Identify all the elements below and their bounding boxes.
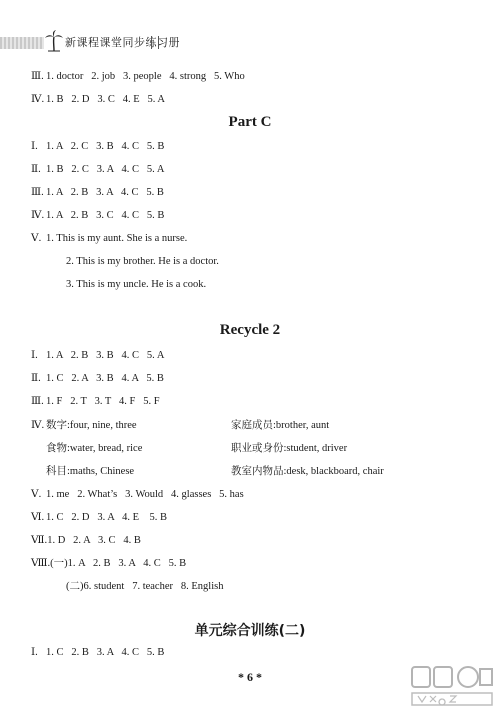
roman-numeral: Ⅴ.: [31, 233, 42, 244]
category-right: 家庭成员:brother, aunt: [231, 420, 330, 431]
answer-line: [31, 372, 164, 385]
section-heading-unit-review: 单元综合训练(二): [194, 623, 306, 639]
answer-text: 1. A 2. B 3. C 4. C 5. B: [46, 210, 165, 221]
answer-line: [31, 93, 165, 106]
header-bar-decoration: [0, 37, 44, 49]
answer-line: [31, 557, 186, 570]
roman-numeral: Ⅱ.: [31, 373, 41, 384]
watermark-logo: [410, 665, 494, 709]
category-left: 数字:four, nine, three: [46, 420, 137, 431]
answer-line: [31, 349, 164, 362]
answer-subline: 3. This is my uncle. He is a cook.: [66, 279, 207, 290]
answer-line: [31, 534, 141, 547]
category-row: [31, 419, 137, 432]
answer-text: 1. doctor 2. job 3. people 4. strong 5. Who: [46, 71, 245, 82]
roman-numeral: Ⅱ.: [31, 164, 41, 175]
answer-text: 1. me 2. What’s 3. Would 4. glasses 5. has: [46, 489, 244, 500]
roman-numeral: Ⅶ.: [31, 535, 48, 546]
answer-text: 1. F 2. T 3. T 4. F 5. F: [46, 396, 160, 407]
answer-text: 1. A 2. B 3. B 4. C 5. A: [46, 350, 165, 361]
section-heading-recycle-2: Recycle 2: [219, 322, 281, 338]
roman-numeral: Ⅴ.: [31, 489, 42, 500]
answer-text: 1. C 2. B 3. A 4. C 5. B: [46, 647, 165, 658]
answer-subline: 2. This is my brother. He is a doctor.: [66, 256, 219, 267]
answer-text: 1. B 2. D 3. C 4. E 5. A: [46, 94, 166, 105]
roman-numeral: Ⅳ.: [31, 210, 45, 221]
answer-text: 1. This is my aunt. She is a nurse.: [46, 233, 188, 244]
section-heading-part-c: Part C: [228, 114, 272, 130]
palm-tree-icon: [44, 30, 64, 52]
roman-numeral: Ⅰ.: [31, 647, 38, 658]
answer-text: 1. A 2. C 3. B 4. C 5. B: [46, 141, 165, 152]
answer-line: [31, 209, 164, 222]
roman-numeral: Ⅵ.: [31, 512, 45, 523]
category-left: 科目:maths, Chinese: [46, 466, 135, 477]
roman-numeral: Ⅰ.: [31, 350, 38, 361]
answer-text: (一)1. A 2. B 3. A 4. C 5. B: [50, 558, 187, 569]
roman-numeral: Ⅳ.: [31, 420, 45, 431]
answer-text: 1. B 2. C 3. A 4. C 5. A: [46, 164, 165, 175]
answer-text: 1. A 2. B 3. A 4. C 5. B: [46, 187, 164, 198]
header-title: 新课程课堂同步练习册: [65, 36, 180, 49]
answer-line: [31, 163, 164, 176]
category-right: 教室内物品:desk, blackboard, chair: [231, 466, 384, 477]
answer-line: [31, 395, 160, 408]
page-header: [0, 30, 500, 54]
answer-subline: (二)6. student 7. teacher 8. English: [66, 581, 224, 592]
answer-line: [31, 186, 164, 199]
category-right: 职业或身份:student, driver: [231, 443, 348, 454]
roman-numeral: Ⅲ.: [31, 396, 44, 407]
roman-numeral: Ⅲ.: [31, 71, 44, 82]
answer-line: [31, 511, 167, 524]
roman-numeral: Ⅳ.: [31, 94, 45, 105]
answer-line: [31, 646, 164, 659]
roman-numeral: Ⅷ.: [31, 558, 51, 569]
answer-line: [31, 488, 244, 501]
answer-line: [31, 70, 245, 83]
page-number: * 6 *: [238, 670, 262, 684]
answer-text: 1. C 2. A 3. B 4. A 5. B: [46, 373, 164, 384]
roman-numeral: Ⅰ.: [31, 141, 38, 152]
roman-numeral: Ⅲ.: [31, 187, 44, 198]
answer-line: [31, 140, 164, 153]
answer-line: [31, 232, 187, 245]
category-left: 食物:water, bread, rice: [46, 443, 143, 454]
header-end-mark: [151, 36, 159, 49]
answer-text: 1. C 2. D 3. A 4. E 5. B: [46, 512, 168, 523]
answer-text: 1. D 2. A 3. C 4. B: [47, 535, 141, 546]
